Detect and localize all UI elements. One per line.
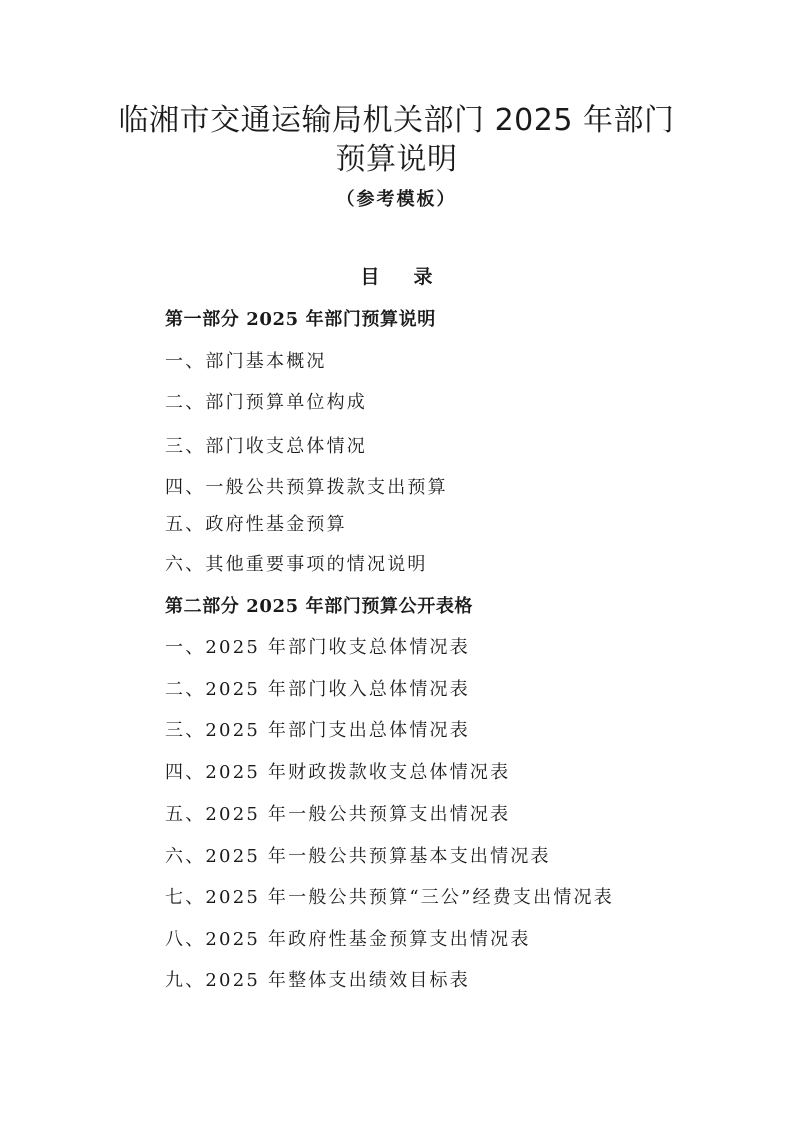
toc-item: 九、2025 年整体支出绩效目标表 <box>165 970 470 991</box>
toc-part-1-heading: 第一部分 2025 年部门预算说明 <box>165 309 436 330</box>
toc-item: 四、2025 年财政拨款收支总体情况表 <box>165 762 511 783</box>
toc-item: 六、2025 年一般公共预算基本支出情况表 <box>165 846 551 867</box>
toc-item: 三、部门收支总体情况 <box>165 436 367 457</box>
toc-item: 一、2025 年部门收支总体情况表 <box>165 637 470 658</box>
document-title-line-2: 预算说明 <box>335 142 458 177</box>
toc-item: 二、2025 年部门收入总体情况表 <box>165 679 470 700</box>
toc-item: 一、部门基本概况 <box>165 351 327 372</box>
toc-item: 五、政府性基金预算 <box>165 514 347 535</box>
document-title-line-1: 临湘市交通运输局机关部门 2025 年部门 <box>118 103 675 138</box>
toc-item: 八、2025 年政府性基金预算支出情况表 <box>165 929 531 950</box>
toc-item: 五、2025 年一般公共预算支出情况表 <box>165 804 511 825</box>
toc-item: 四、一般公共预算拨款支出预算 <box>165 477 448 498</box>
toc-item: 七、2025 年一般公共预算“三公”经费支出情况表 <box>165 887 614 908</box>
document-subtitle: （参考模板） <box>336 189 457 210</box>
toc-item: 六、其他重要事项的情况说明 <box>165 554 428 575</box>
toc-item: 二、部门预算单位构成 <box>165 392 367 413</box>
toc-item: 三、2025 年部门支出总体情况表 <box>165 720 470 741</box>
toc-heading: 目录 <box>360 266 467 288</box>
toc-part-2-heading: 第二部分 2025 年部门预算公开表格 <box>165 596 474 617</box>
